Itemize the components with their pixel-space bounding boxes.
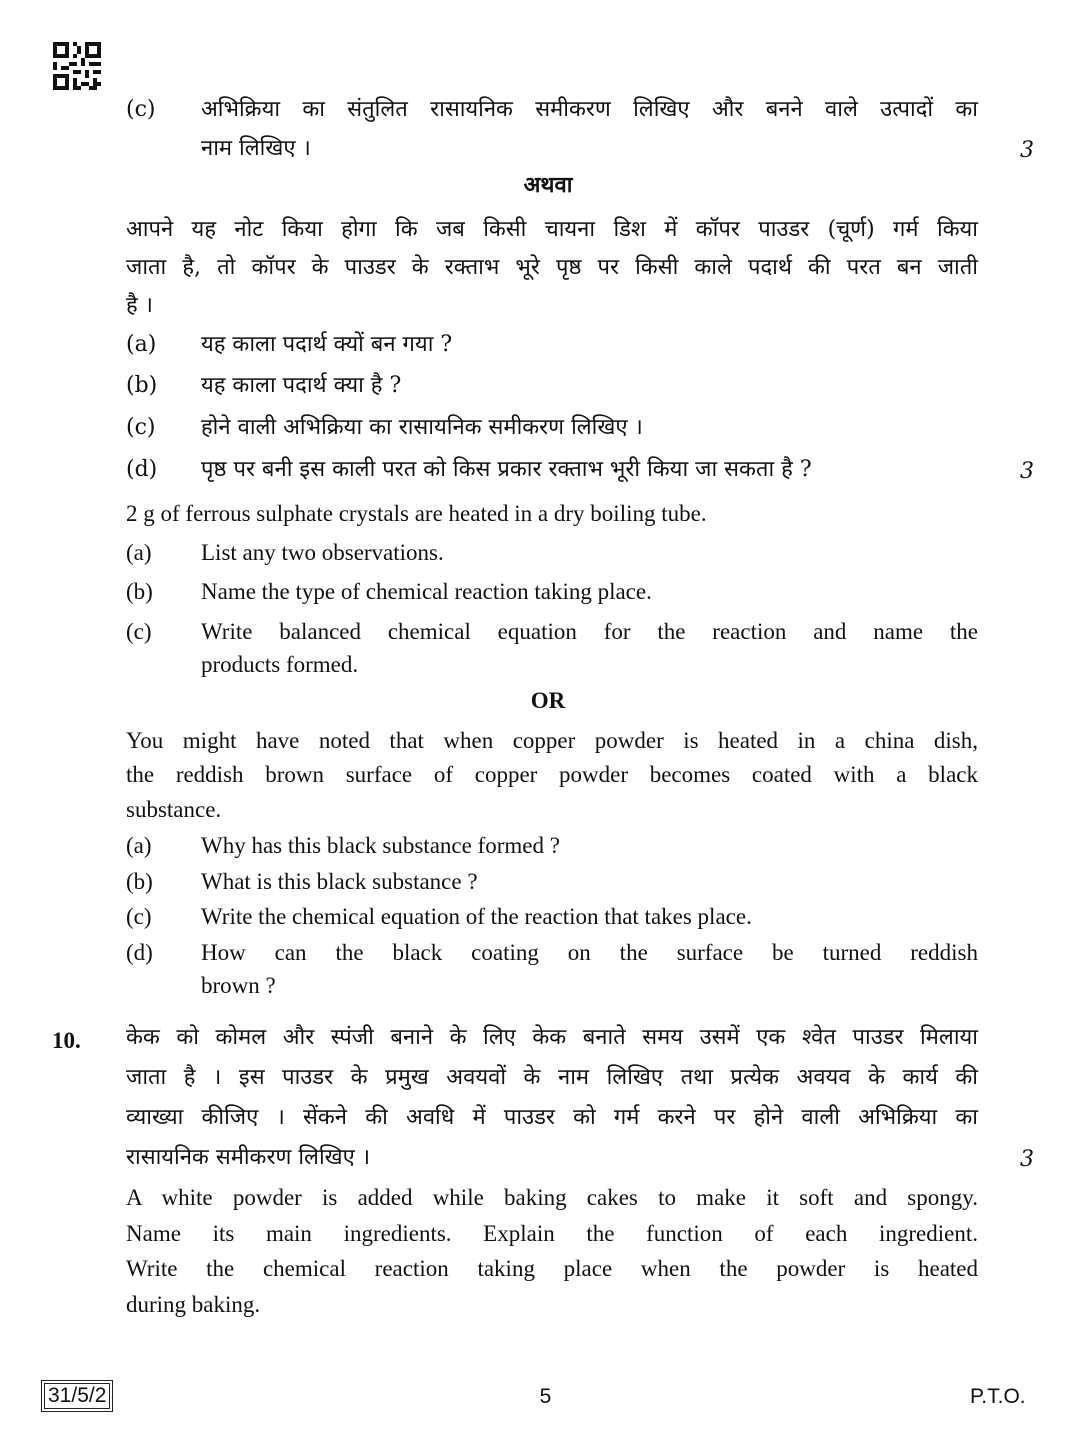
english-paragraph-line2: the reddish brown surface of copper powder becomes coated with a black (126, 762, 978, 787)
item-label: (d) (126, 940, 153, 965)
hindi-paragraph-line3: है । (126, 293, 154, 318)
item-label: (a) (126, 332, 157, 357)
item-label: (a) (126, 540, 152, 565)
english-or-item-d-line2: brown ? (201, 973, 276, 998)
english-or-item-a: Why has this black substance formed ? (201, 833, 560, 858)
page-number: 5 (539, 1385, 552, 1408)
item-label: (d) (126, 457, 158, 482)
marks-label: 3 (1020, 138, 1034, 163)
marks-label: 3 (1020, 1147, 1034, 1172)
qr-code-icon (53, 42, 101, 90)
item-label: (c) (126, 619, 152, 644)
q10-english-line3: Write the chemical reaction taking place when the powder is heated (126, 1256, 978, 1281)
hindi-or-heading: अथवा (523, 172, 573, 198)
item-label: (c) (126, 415, 156, 440)
hindi-paragraph-line1: आपने यह नोट किया होगा कि जब किसी चायना डिश में कॉपर पाउडर (चूर्ण) गर्म किया (126, 217, 978, 242)
hindi-paragraph-line2: जाता है, तो कॉपर के पाउडर के रक्ताभ भूरे पृष्ठ पर किसी काले पदार्थ की परत बन जाती (126, 255, 978, 280)
item-label: (c) (126, 97, 156, 122)
english-or-heading: OR (530, 688, 566, 713)
english-or-item-d-line1: How can the black coating on the surface be turned reddish (201, 940, 978, 965)
q10-english-line2: Name its main ingredients. Explain the function of each ingredient. (126, 1221, 978, 1246)
english-paragraph-line1: You might have noted that when copper powder is heated in a china dish, (126, 728, 978, 753)
q10-english-line4: during baking. (126, 1292, 261, 1317)
english-item-a: List any two observations. (201, 540, 444, 565)
q10-hindi-line2: जाता है । इस पाउडर के प्रमुख अवयवों के नाम लिखिए तथा प्रत्येक अवयव के कार्य की (126, 1065, 978, 1090)
item-label: (b) (126, 373, 158, 398)
english-item-c-line2: products formed. (201, 652, 359, 677)
marks-label: 3 (1020, 459, 1034, 484)
item-label: (b) (126, 869, 153, 894)
q10-english-line1: A white powder is added while baking cakes to make it soft and spongy. (126, 1185, 978, 1210)
hindi-item-c: होने वाली अभिक्रिया का रासायनिक समीकरण लिखिए । (201, 415, 643, 440)
english-item-c-line1: Write balanced chemical equation for the reaction and name the (201, 619, 978, 644)
pto-label: P.T.O. (970, 1385, 1026, 1408)
english-item-b: Name the type of chemical reaction taking place. (201, 579, 652, 604)
item-label: (c) (126, 904, 152, 929)
q10-hindi-line3: व्याख्या कीजिए । सेंकने की अवधि में पाउडर को गर्म करने पर होने वाली अभिक्रिया का (126, 1105, 978, 1130)
hindi-item-c-line1: अभिक्रिया का संतुलित रासायनिक समीकरण लिखिए और बनने वाले उत्पादों का (201, 97, 978, 122)
english-intro: 2 g of ferrous sulphate crystals are heated in a dry boiling tube. (126, 501, 707, 526)
q10-hindi-line4: रासायनिक समीकरण लिखिए । (126, 1145, 371, 1170)
item-label: (b) (126, 579, 153, 604)
english-or-item-b: What is this black substance ? (201, 869, 478, 894)
english-or-item-c: Write the chemical equation of the reaction that takes place. (201, 904, 752, 929)
hindi-item-a: यह काला पदार्थ क्यों बन गया ? (201, 332, 453, 357)
hindi-item-b: यह काला पदार्थ क्या है ? (201, 373, 402, 398)
question-number: 10. (52, 1028, 81, 1053)
q10-hindi-line1: केक को कोमल और स्पंजी बनाने के लिए केक बनाते समय उसमें एक श्वेत पाउडर मिलाया (126, 1025, 978, 1050)
item-label: (a) (126, 833, 152, 858)
english-paragraph-line3: substance. (126, 797, 222, 822)
paper-code: 31/5/2 (44, 1383, 110, 1409)
hindi-item-d: पृष्ठ पर बनी इस काली परत को किस प्रकार रक्ताभ भूरी किया जा सकता है ? (201, 457, 812, 482)
hindi-item-c-line2: नाम लिखिए । (201, 136, 311, 161)
